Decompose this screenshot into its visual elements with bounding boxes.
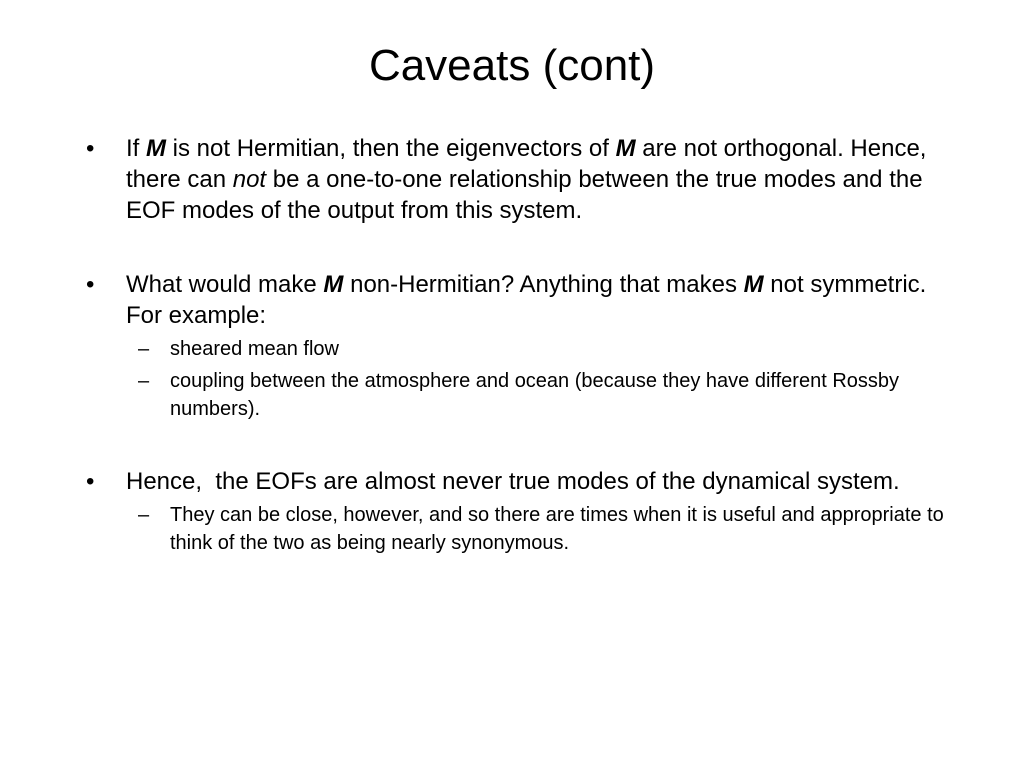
sub-bullet-item — [86, 335, 946, 363]
sub-bullet-marker: – — [138, 504, 150, 526]
sub-bullet-marker: – — [138, 338, 150, 360]
bullet-marker: • — [86, 135, 95, 162]
sub-bullet-text: sheared mean flow — [170, 338, 339, 360]
emphasis-text: not — [232, 166, 267, 193]
sub-bullet-list — [126, 335, 946, 423]
bullet-item — [86, 133, 946, 226]
matrix-symbol: M — [743, 271, 764, 298]
bullet-marker: • — [86, 271, 95, 298]
bullet-text: If M is not Hermitian, then the eigenvectors of M are not orthogonal. Hence, there can not be a one-to-one relationship between the true modes and the EOF modes of the output from this system. — [126, 135, 927, 224]
slide-title: Caveats (cont) — [368, 41, 656, 90]
bullet-text: What would make M non-Hermitian? Anything that makes M not symmetric. For example: — [126, 271, 927, 329]
sub-bullet-text: They can be close, however, and so there are times when it is useful and appropriate to think of the two as being nearly synonymous. — [170, 504, 944, 554]
matrix-symbol: M — [615, 135, 636, 162]
sub-bullet-text: coupling between the atmosphere and ocean (because they have different Rossby numbers). — [170, 370, 900, 420]
bullet-text: Hence, the EOFs are almost never true modes of the dynamical system. — [126, 468, 900, 495]
sub-bullet-marker: – — [138, 370, 150, 392]
sub-bullet-item — [86, 501, 946, 557]
bullet-item — [86, 466, 946, 557]
bullet-item — [86, 269, 946, 423]
slide-body — [86, 133, 946, 557]
matrix-symbol: M — [323, 271, 344, 298]
sub-bullet-list — [126, 501, 946, 557]
bullet-marker: • — [86, 468, 95, 495]
matrix-symbol: M — [146, 135, 167, 162]
sub-bullet-item — [86, 367, 946, 423]
